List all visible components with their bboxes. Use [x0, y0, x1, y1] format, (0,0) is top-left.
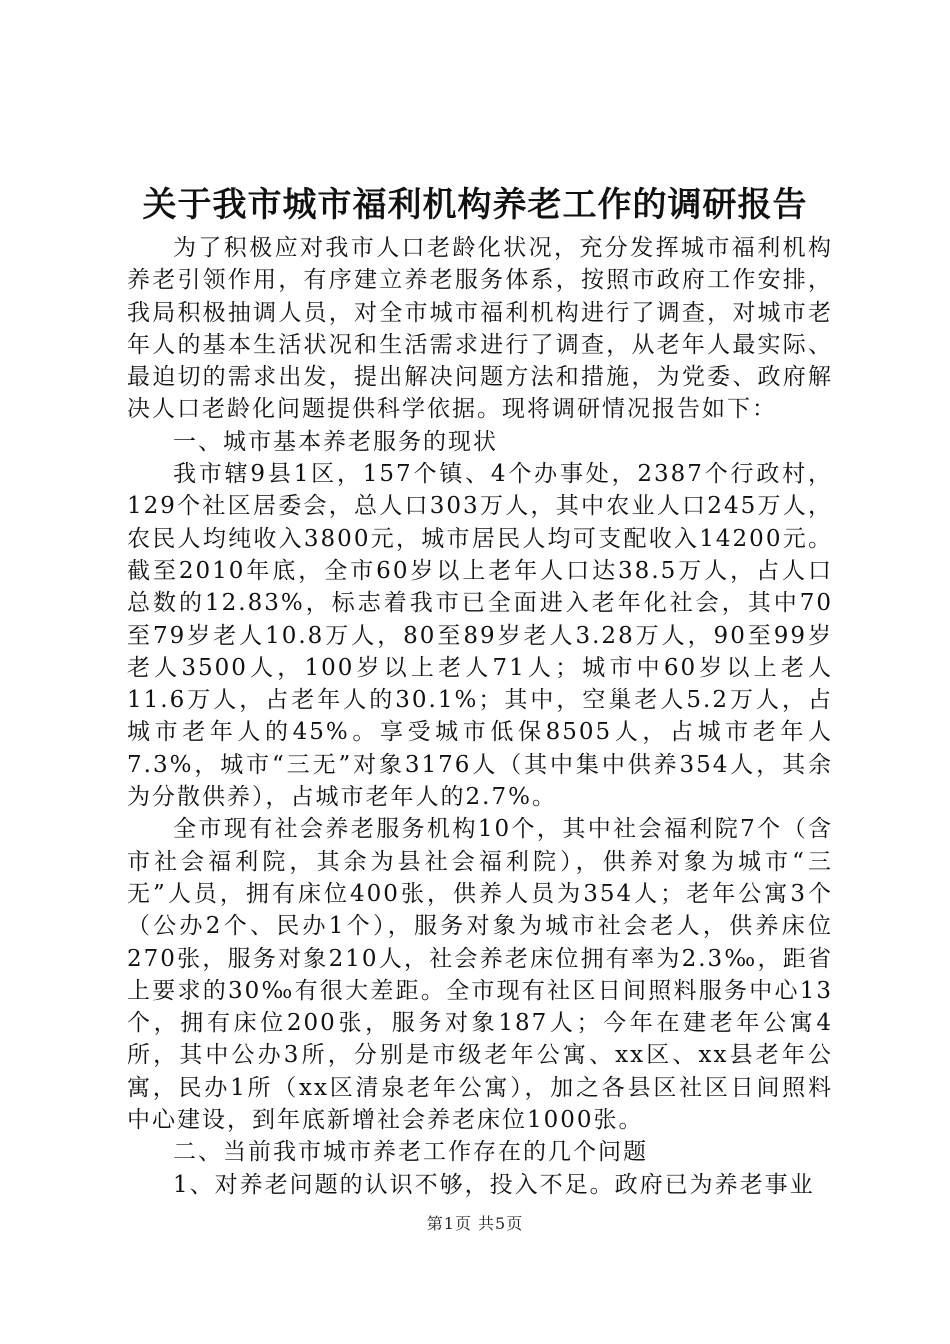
body-paragraph: 全市现有社会养老服务机构10个，其中社会福利院7个（含市社会福利院，其余为县社会福利院），供养对象为城市“三无”人员，拥有床位400张，供养人员为354人；老年公寓3个（公办2个、民办1个），服务对象为城市社会老人，供养床位270张，服务对象210人，社会养老床位拥有率为2.3‰，距省上要求的30‰有很大差距。全市现有社区日间照料服务中心13个，拥有床位200张，服务对象187人；今年在建老年公寓4所，其中公办3所，分别是市级老年公寓、xx区、xx县老年公寓，民办1所（xx区清泉老年公寓），加之各县区社区日间照料中心建设，到年底新增社会养老床位1000张。 — [127, 816, 833, 1134]
document-title: 关于我市城市福利机构养老工作的调研报告 — [142, 185, 808, 225]
body-paragraph: 1、对养老问题的认识不够，投入不足。政府已为养老事业 — [173, 1171, 815, 1198]
section-heading-2: 二、当前我市城市养老工作存在的几个问题 — [173, 1139, 648, 1166]
body-paragraph: 我市辖9县1区，157个镇、4个办事处，2387个行政村，129个社区居委会，总人口303万人，其中农业人口245万人，农民人均纯收入3800元，城市居民人均可支配收入14200元。截至2010年底，全市60岁以上老年人口达38.5万人，占人口总数的12.83%，标志着我市已全面进入老年化社会，其中70至79岁老人10.8万人，80至89岁老人3.28万人，90至99岁老人3500人，100岁以上老人71人；城市中60岁以上老人11.6万人，占老年人的30.1%；其中，空巢老人5.2万人，占城市老年人的45%。享受城市低保8505人，占城市老年人7.3%，城市“三无”对象3176人（其中集中供养354人，其余为分散供养），占城市老年人的2.7%。 — [127, 461, 833, 811]
document-body — [127, 232, 833, 1201]
page-number-footer: 第1页 共5页 — [426, 1214, 524, 1233]
intro-paragraph: 为了积极应对我市人口老龄化状况，充分发挥城市福利机构养老引领作用，有序建立养老服务体系，按照市政府工作安排，我局积极抽调人员，对全市城市福利机构进行了调查，对城市老年人的基本生活状况和生活需求进行了调查，从老年人最实际、最迫切的需求出发，提出解决问题方法和措施，为党委、政府解决人口老龄化问题提供科学依据。现将调研情况报告如下： — [127, 235, 833, 423]
section-heading-1: 一、城市基本养老服务的现状 — [173, 428, 498, 455]
